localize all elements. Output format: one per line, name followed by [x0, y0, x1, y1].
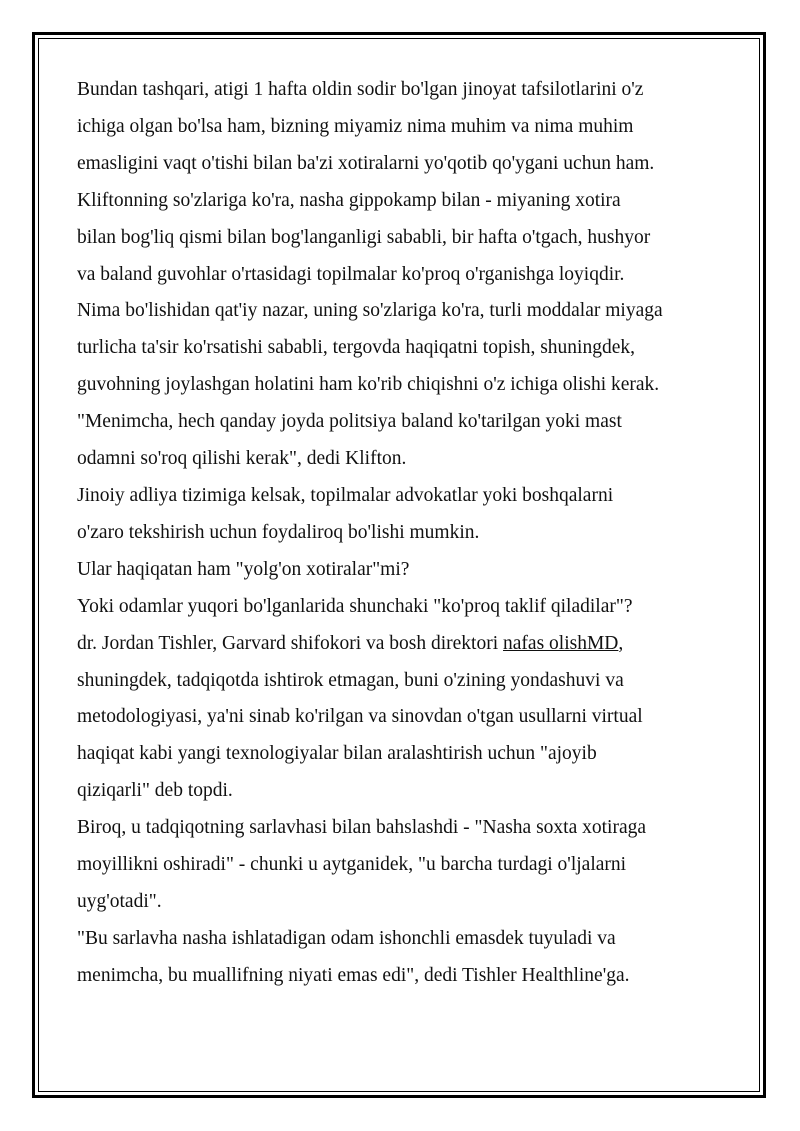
text-line: qiziqarli" deb topdi. [77, 780, 233, 802]
text-line: moyillikni oshiradi" - chunki u aytganidek, "u barcha turdagi o'ljalarni [77, 854, 627, 876]
text-line: menimcha, bu muallifning niyati emas edi", dedi Tishler Healthline'ga. [77, 964, 630, 986]
text-line: Kliftonning so'zlariga ko'ra, nasha gippokamp bilan - miyaning xotira [77, 189, 621, 211]
text-line: Jinoiy adliya tizimiga kelsak, topilmalar advokatlar yoki boshqalarni [77, 484, 614, 506]
text-line: o'zaro tekshirish uchun foydaliroq bo'lishi mumkin. [77, 521, 480, 543]
text-line: guvohning joylashgan holatini ham ko'rib chiqishni o'z ichiga olishi kerak. [77, 374, 660, 396]
text-line: "Menimcha, hech qanday joyda politsiya baland ko'tarilgan yoki mast [77, 411, 622, 433]
text-line: "Bu sarlavha nasha ishlatadigan odam ishonchli emasdek tuyuladi va [77, 927, 616, 949]
text-line: shuningdek, tadqiqotda ishtirok etmagan, buni o'zining yondashuvi va [77, 669, 624, 691]
text-line: haqiqat kabi yangi texnologiyalar bilan aralashtirish uchun "ajoyib [77, 743, 597, 765]
document-body [77, 72, 737, 995]
text-line: ichiga olgan bo'lsa ham, bizning miyamiz nima muhim va nima muhim [77, 115, 634, 137]
breathemd-link[interactable]: nafas olishMD [503, 632, 619, 654]
text-line: Ular haqiqatan ham "yolg'on xotiralar"mi? [77, 558, 410, 580]
text-line: Yoki odamlar yuqori bo'lganlarida shunchaki "ko'proq taklif qiladilar"? [77, 595, 633, 617]
text-line: odamni so'roq qilishi kerak", dedi Klifton. [77, 448, 407, 470]
text-line: emasligini vaqt o'tishi bilan ba'zi xotiralarni yo'qotib qo'ygani uchun ham. [77, 152, 655, 174]
text-line: Biroq, u tadqiqotning sarlavhasi bilan bahslashdi - "Nasha soxta xotiraga [77, 817, 647, 839]
text-line: Bundan tashqari, atigi 1 hafta oldin sodir bo'lgan jinoyat tafsilotlarini o'z [77, 79, 644, 100]
link-line-prefix: dr. Jordan Tishler, Garvard shifokori va bosh direktori [77, 632, 504, 654]
text-line: va baland guvohlar o'rtasidagi topilmalar ko'proq o'rganishga loyiqdir. [77, 263, 625, 285]
text-line: bilan bog'liq qismi bilan bog'langanligi sababli, bir hafta o'tgach, hushyor [77, 226, 651, 248]
text-line-with-link [77, 626, 737, 663]
text-line: uyg'otadi". [77, 890, 162, 912]
text-line: turlicha ta'sir ko'rsatishi sababli, tergovda haqiqatni topish, shuningdek, [77, 337, 635, 359]
text-line: metodologiyasi, ya'ni sinab ko'rilgan va sinovdan o'tgan usullarni virtual [77, 706, 643, 728]
link-line-suffix: , [618, 632, 624, 654]
text-line: Nima bo'lishidan qat'iy nazar, uning so'zlariga ko'ra, turli moddalar miyaga [77, 300, 663, 322]
